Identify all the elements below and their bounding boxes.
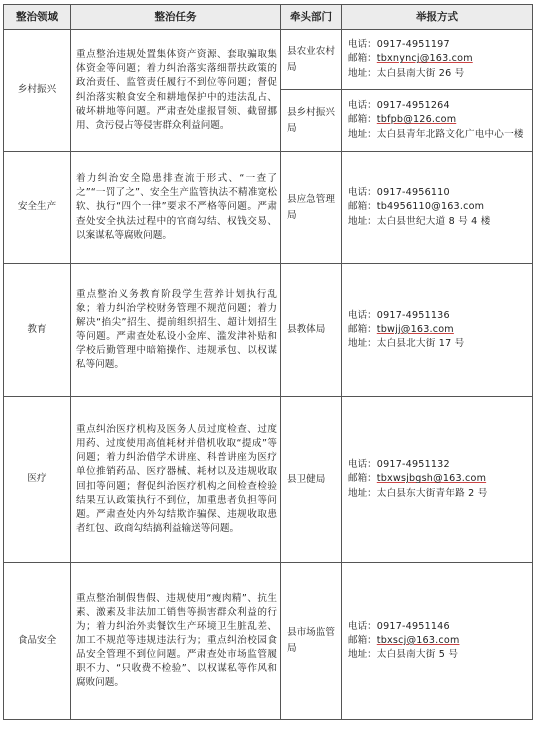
address-value: 太白县北大街 17 号 bbox=[376, 338, 465, 350]
contact-cell bbox=[342, 563, 533, 720]
contact-cell bbox=[342, 90, 533, 152]
phone-line: 电话：0917-4951136 bbox=[348, 309, 450, 321]
address-line: 地址：太白县世纪大道 8 号 4 楼 bbox=[348, 215, 491, 227]
dept-cell: 县教体局 bbox=[281, 264, 342, 397]
phone-value[interactable]: 0917-4956110 bbox=[376, 187, 450, 199]
phone-value[interactable]: 0917-4951136 bbox=[376, 309, 450, 321]
area-cell: 医疗 bbox=[4, 397, 71, 563]
header-report: 举报方式 bbox=[342, 5, 533, 30]
contact-cell bbox=[342, 30, 533, 90]
email-value[interactable]: tbxnyncj@163.com bbox=[376, 53, 473, 65]
area-cell: 安全生产 bbox=[4, 152, 71, 264]
email-value[interactable]: tbxscj@163.com bbox=[376, 634, 460, 646]
phone-value[interactable]: 0917-4951146 bbox=[376, 620, 450, 632]
task-cell: 重点整治制假售假、违规使用“瘦肉精”、抗生素、激素及非法加工销售等损害群众利益的行为；着力纠治外卖餐饮生产环境卫生脏乱差、加工不规范等违规违法行为；重点纠治校园食品安全管理不到位问题。严肃查处市场监管履职不力、“只收费不检验”、以权谋私等作风和腐败问题。 bbox=[71, 563, 281, 720]
area-cell: 乡村振兴 bbox=[4, 30, 71, 152]
table-row bbox=[4, 563, 533, 720]
address-value: 太白县青年北路文化广电中心一楼 bbox=[376, 128, 524, 140]
contact-cell bbox=[342, 152, 533, 264]
phone-value[interactable]: 0917-4951197 bbox=[376, 39, 450, 51]
phone-line: 电话：0917-4951146 bbox=[348, 620, 450, 632]
phone-value[interactable]: 0917-4951264 bbox=[376, 100, 450, 112]
dept-cell: 县卫健局 bbox=[281, 397, 342, 563]
area-cell: 教育 bbox=[4, 264, 71, 397]
table-row bbox=[4, 264, 533, 397]
email-line: 邮箱：tbxwsjbgsh@163.com bbox=[348, 473, 487, 485]
table-row bbox=[4, 397, 533, 563]
rectification-table bbox=[3, 4, 533, 720]
email-value[interactable]: tb4956110@163.com bbox=[376, 201, 485, 213]
header-dept: 牵头部门 bbox=[281, 5, 342, 30]
task-cell: 重点纠治医疗机构及医务人员过度检查、过度用药、过度使用高值耗材并借机收取“提成”等问题；着力纠治借学术讲座、科普讲座为医疗单位推销药品、医疗器械、耗材以及违规收取回扣等问题；督促纠治医疗机构之间检查检验结果互认政策执行不到位，加重患者负担等问题。严肃查处内外勾结欺诈骗保、违规收取患者红包、政商勾结搞利益输送等问题。 bbox=[71, 397, 281, 563]
email-line: 邮箱：tbxnyncj@163.com bbox=[348, 53, 473, 65]
address-line: 地址：太白县南大街 26 号 bbox=[348, 67, 465, 79]
phone-value[interactable]: 0917-4951132 bbox=[376, 459, 450, 471]
task-cell: 着力纠治安全隐患排查流于形式、“一查了之”“一罚了之”、安全生产监管执法不精准宽松软、执行“四个一律”要求不严格等问题。严肃查处安全执法过程中的官商勾结、权钱交易、以案谋私等腐败问题。 bbox=[71, 152, 281, 264]
address-line: 地址：太白县北大街 17 号 bbox=[348, 338, 465, 350]
email-value[interactable]: tbwjj@163.com bbox=[376, 323, 454, 335]
dept-cell: 县市场监管局 bbox=[281, 563, 342, 720]
task-cell: 重点整治违规处置集体资产资源、套取骗取集体资金等问题；着力纠治落实落细帮扶政策的政治责任、监管责任履行不到位等问题；督促纠治落实粮食安全和耕地保护中的违法乱占、破坏耕地等问题。严肃查处虚报冒领、截留挪用、贪污侵占等侵害群众利益问题。 bbox=[71, 30, 281, 152]
phone-line: 电话：0917-4951197 bbox=[348, 39, 450, 51]
header-task: 整治任务 bbox=[71, 5, 281, 30]
table-header-row bbox=[4, 5, 533, 30]
dept-cell: 县乡村振兴局 bbox=[281, 90, 342, 152]
email-value[interactable]: tbxwsjbgsh@163.com bbox=[376, 473, 487, 485]
table-row bbox=[4, 30, 533, 90]
email-line: 邮箱：tbwjj@163.com bbox=[348, 323, 454, 335]
dept-cell: 县应急管理局 bbox=[281, 152, 342, 264]
email-line: 邮箱：tbxscj@163.com bbox=[348, 634, 460, 646]
address-value: 太白县东大街青年路 2 号 bbox=[376, 487, 488, 499]
address-value: 太白县南大街 5 号 bbox=[376, 649, 459, 661]
email-value[interactable]: tbfpb@126.com bbox=[376, 114, 457, 126]
address-line: 地址：太白县青年北路文化广电中心一楼 bbox=[348, 128, 524, 140]
address-value: 太白县南大街 26 号 bbox=[376, 67, 465, 79]
address-line: 地址：太白县东大街青年路 2 号 bbox=[348, 487, 488, 499]
address-value: 太白县世纪大道 8 号 4 楼 bbox=[376, 215, 491, 227]
area-cell: 食品安全 bbox=[4, 563, 71, 720]
contact-cell bbox=[342, 264, 533, 397]
email-line: 邮箱：tb4956110@163.com bbox=[348, 201, 485, 213]
email-line: 邮箱：tbfpb@126.com bbox=[348, 114, 457, 126]
header-area: 整治领域 bbox=[4, 5, 71, 30]
dept-cell: 县农业农村局 bbox=[281, 30, 342, 90]
phone-line: 电话：0917-4956110 bbox=[348, 187, 450, 199]
phone-line: 电话：0917-4951264 bbox=[348, 100, 450, 112]
phone-line: 电话：0917-4951132 bbox=[348, 459, 450, 471]
address-line: 地址：太白县南大街 5 号 bbox=[348, 649, 459, 661]
table-row bbox=[4, 152, 533, 264]
contact-cell bbox=[342, 397, 533, 563]
task-cell: 重点整治义务教育阶段学生营养计划执行乱象；着力纠治学校财务管理不规范问题；着力解决“掐尖”招生、提前组织招生、超计划招生等问题。严肃查处私设小金库、滥发津补贴和学校后勤管理中暗箱操作、违规承包、以权谋私等问题。 bbox=[71, 264, 281, 397]
